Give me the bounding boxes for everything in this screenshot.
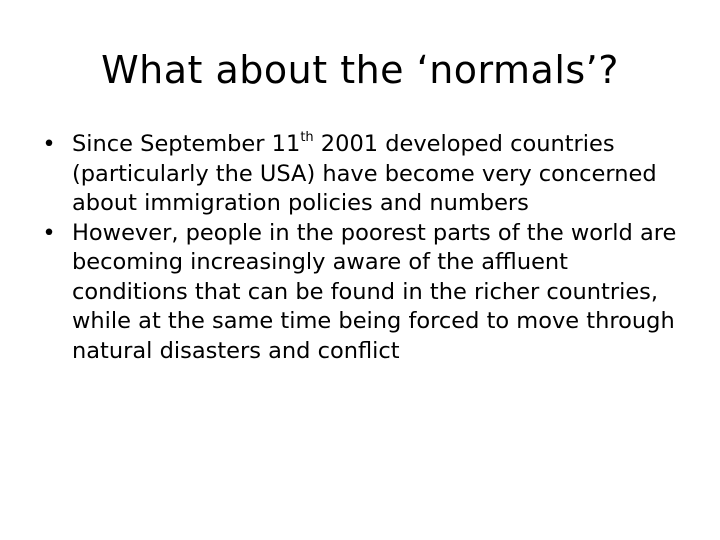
slide-title: What about the ‘normals’?: [101, 48, 619, 92]
bullet-dot-icon: •: [42, 219, 56, 246]
bullet-text: [72, 131, 657, 216]
bullet-text-end: 2001 developed countries (particularly the USA) have become very concerned about immigration policies and numbers: [72, 131, 657, 216]
bullet-item: [40, 219, 680, 367]
bullet-text: However, people in the poorest parts of the world are becoming increasingly aware of the affluent conditions that can be found in the richer countries, while at the same time being forced to move through natural disasters and conflict: [72, 219, 677, 364]
ordinal-superscript: th: [300, 129, 314, 145]
bullet-list: [40, 130, 680, 366]
bullet-item: [40, 130, 680, 219]
bullet-dot-icon: •: [42, 131, 56, 157]
bullet-text-start: Since September 11: [72, 131, 301, 157]
